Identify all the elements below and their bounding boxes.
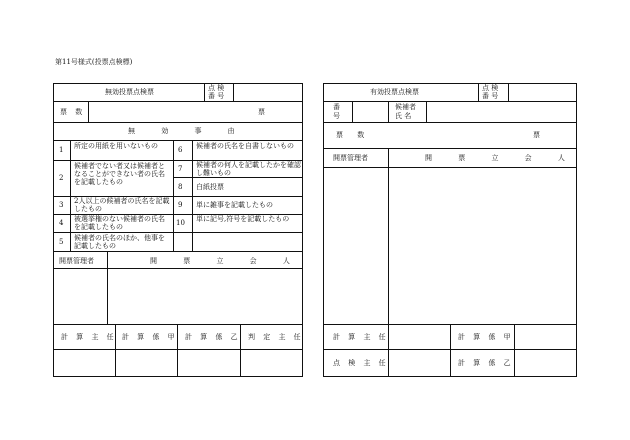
inspection-number-label: 番 号 [482, 92, 499, 100]
divider [53, 268, 303, 269]
footer-role-label: 計 算 係 甲 [458, 333, 514, 341]
vote-count-unit: 票 [533, 131, 540, 139]
reason-text: 候補者でない者又は候補者となることができない者の氏名を記載したもの [74, 162, 165, 187]
divider [478, 83, 479, 101]
footer-role-label: 計 算 係 乙 [185, 333, 241, 341]
divider [192, 140, 193, 251]
vote-count-label: 票 数 [336, 131, 371, 139]
tally-manager-label: 開票管理者 [59, 257, 94, 265]
vote-count-label: 票 数 [60, 108, 86, 116]
invalid-form-title: 無効投票点検票 [105, 88, 154, 96]
inspection-number-label: 番 号 [208, 92, 225, 100]
divider [426, 101, 427, 122]
divider [514, 324, 515, 377]
reason-number: 4 [59, 219, 64, 227]
tally-witness-label: 開 票 立 会 人 [425, 154, 577, 162]
footer-seal-field[interactable] [55, 351, 113, 375]
form-title: 第11号様式(投票点検標) [55, 58, 133, 66]
divider [177, 324, 178, 377]
footer-role-label: 計 算 係 乙 [458, 359, 514, 367]
footer-role-label: 点 検 主 任 [333, 359, 389, 367]
divider [173, 140, 174, 251]
divider [233, 83, 234, 101]
tally-witness-label: 開 票 立 会 人 [150, 257, 302, 265]
vote-count-field[interactable] [380, 125, 520, 145]
tally-manager-signature-field[interactable] [325, 169, 386, 322]
divider [323, 167, 577, 168]
candidate-name-label: 候補者 [395, 103, 416, 111]
divider [352, 101, 353, 122]
divider [70, 140, 71, 251]
reason-number: 10 [176, 219, 185, 227]
reason-text: 被選挙権のない候補者の氏名を記載したもの [74, 215, 165, 232]
reason-text: 単に記号,符号を記載したもの [196, 215, 290, 223]
divider [53, 232, 303, 233]
footer-seal-field[interactable] [516, 326, 575, 347]
inspection-number-field[interactable] [510, 85, 575, 99]
tally-manager-label: 開票管理者 [333, 154, 368, 162]
reason-number: 1 [59, 146, 64, 154]
vote-count-field[interactable] [90, 103, 250, 120]
candidate-name-field[interactable] [428, 103, 575, 120]
divider [323, 101, 577, 102]
footer-role-label: 計 算 係 甲 [122, 333, 178, 341]
reason-number: 8 [178, 183, 183, 191]
footer-seal-field[interactable] [179, 351, 238, 375]
divider [53, 349, 303, 350]
number-label: 番 [333, 103, 340, 111]
divider [115, 324, 116, 377]
divider [240, 324, 241, 377]
footer-seal-field[interactable] [516, 351, 575, 375]
tally-manager-signature-field[interactable] [55, 270, 105, 322]
reason-number: 6 [178, 146, 183, 154]
invalid-reasons-header: 無 効 事 由 [128, 127, 247, 135]
divider [53, 122, 303, 123]
reason-text: 2人以上の候補者の氏名を記載したもの [74, 197, 170, 214]
reason-number: 3 [59, 201, 64, 209]
reason-text: 所定の用紙を用いないもの [74, 142, 158, 150]
footer-seal-field[interactable] [390, 351, 448, 375]
valid-form-title: 有効投票点検票 [370, 88, 419, 96]
divider [388, 148, 389, 377]
candidate-name-label: 氏 名 [395, 112, 412, 120]
divider [323, 122, 577, 123]
divider [53, 251, 303, 252]
divider [53, 140, 303, 141]
reason-number: 9 [178, 201, 183, 209]
footer-seal-field[interactable] [390, 326, 448, 347]
vote-count-unit: 票 [258, 108, 265, 116]
tally-witness-signature-field[interactable] [109, 270, 301, 322]
footer-role-label: 計 算 主 任 [61, 333, 117, 341]
divider [508, 83, 509, 101]
reason-number: 7 [178, 165, 183, 173]
inspection-number-field[interactable] [235, 85, 301, 99]
divider [107, 251, 108, 324]
tally-witness-signature-field[interactable] [390, 169, 575, 322]
reason-text: 単に雑事を記載したもの [196, 201, 273, 209]
footer-role-label: 判 定 主 任 [248, 333, 304, 341]
divider [450, 324, 451, 377]
number-label: 号 [333, 112, 340, 120]
divider [53, 324, 303, 325]
divider [388, 101, 389, 122]
inspection-number-label: 点 検 [482, 84, 499, 92]
reason-text: 候補者の何人を記載したかを確認し難いもの [196, 161, 301, 178]
divider [88, 101, 89, 122]
reason-text: 候補者の氏名を自書しないもの [196, 142, 294, 150]
reason-text: 白紙投票 [196, 183, 224, 191]
reason-number: 5 [59, 238, 64, 246]
reason-number: 2 [59, 174, 64, 182]
inspection-number-label: 点 検 [208, 84, 225, 92]
footer-role-label: 計 算 主 任 [333, 333, 389, 341]
divider [53, 101, 303, 102]
footer-seal-field[interactable] [117, 351, 175, 375]
candidate-number-field[interactable] [354, 103, 386, 120]
footer-seal-field[interactable] [242, 351, 301, 375]
divider [323, 148, 577, 149]
divider [204, 83, 205, 101]
reason-text: 候補者の氏名のほか、他事を記載したもの [74, 234, 165, 251]
